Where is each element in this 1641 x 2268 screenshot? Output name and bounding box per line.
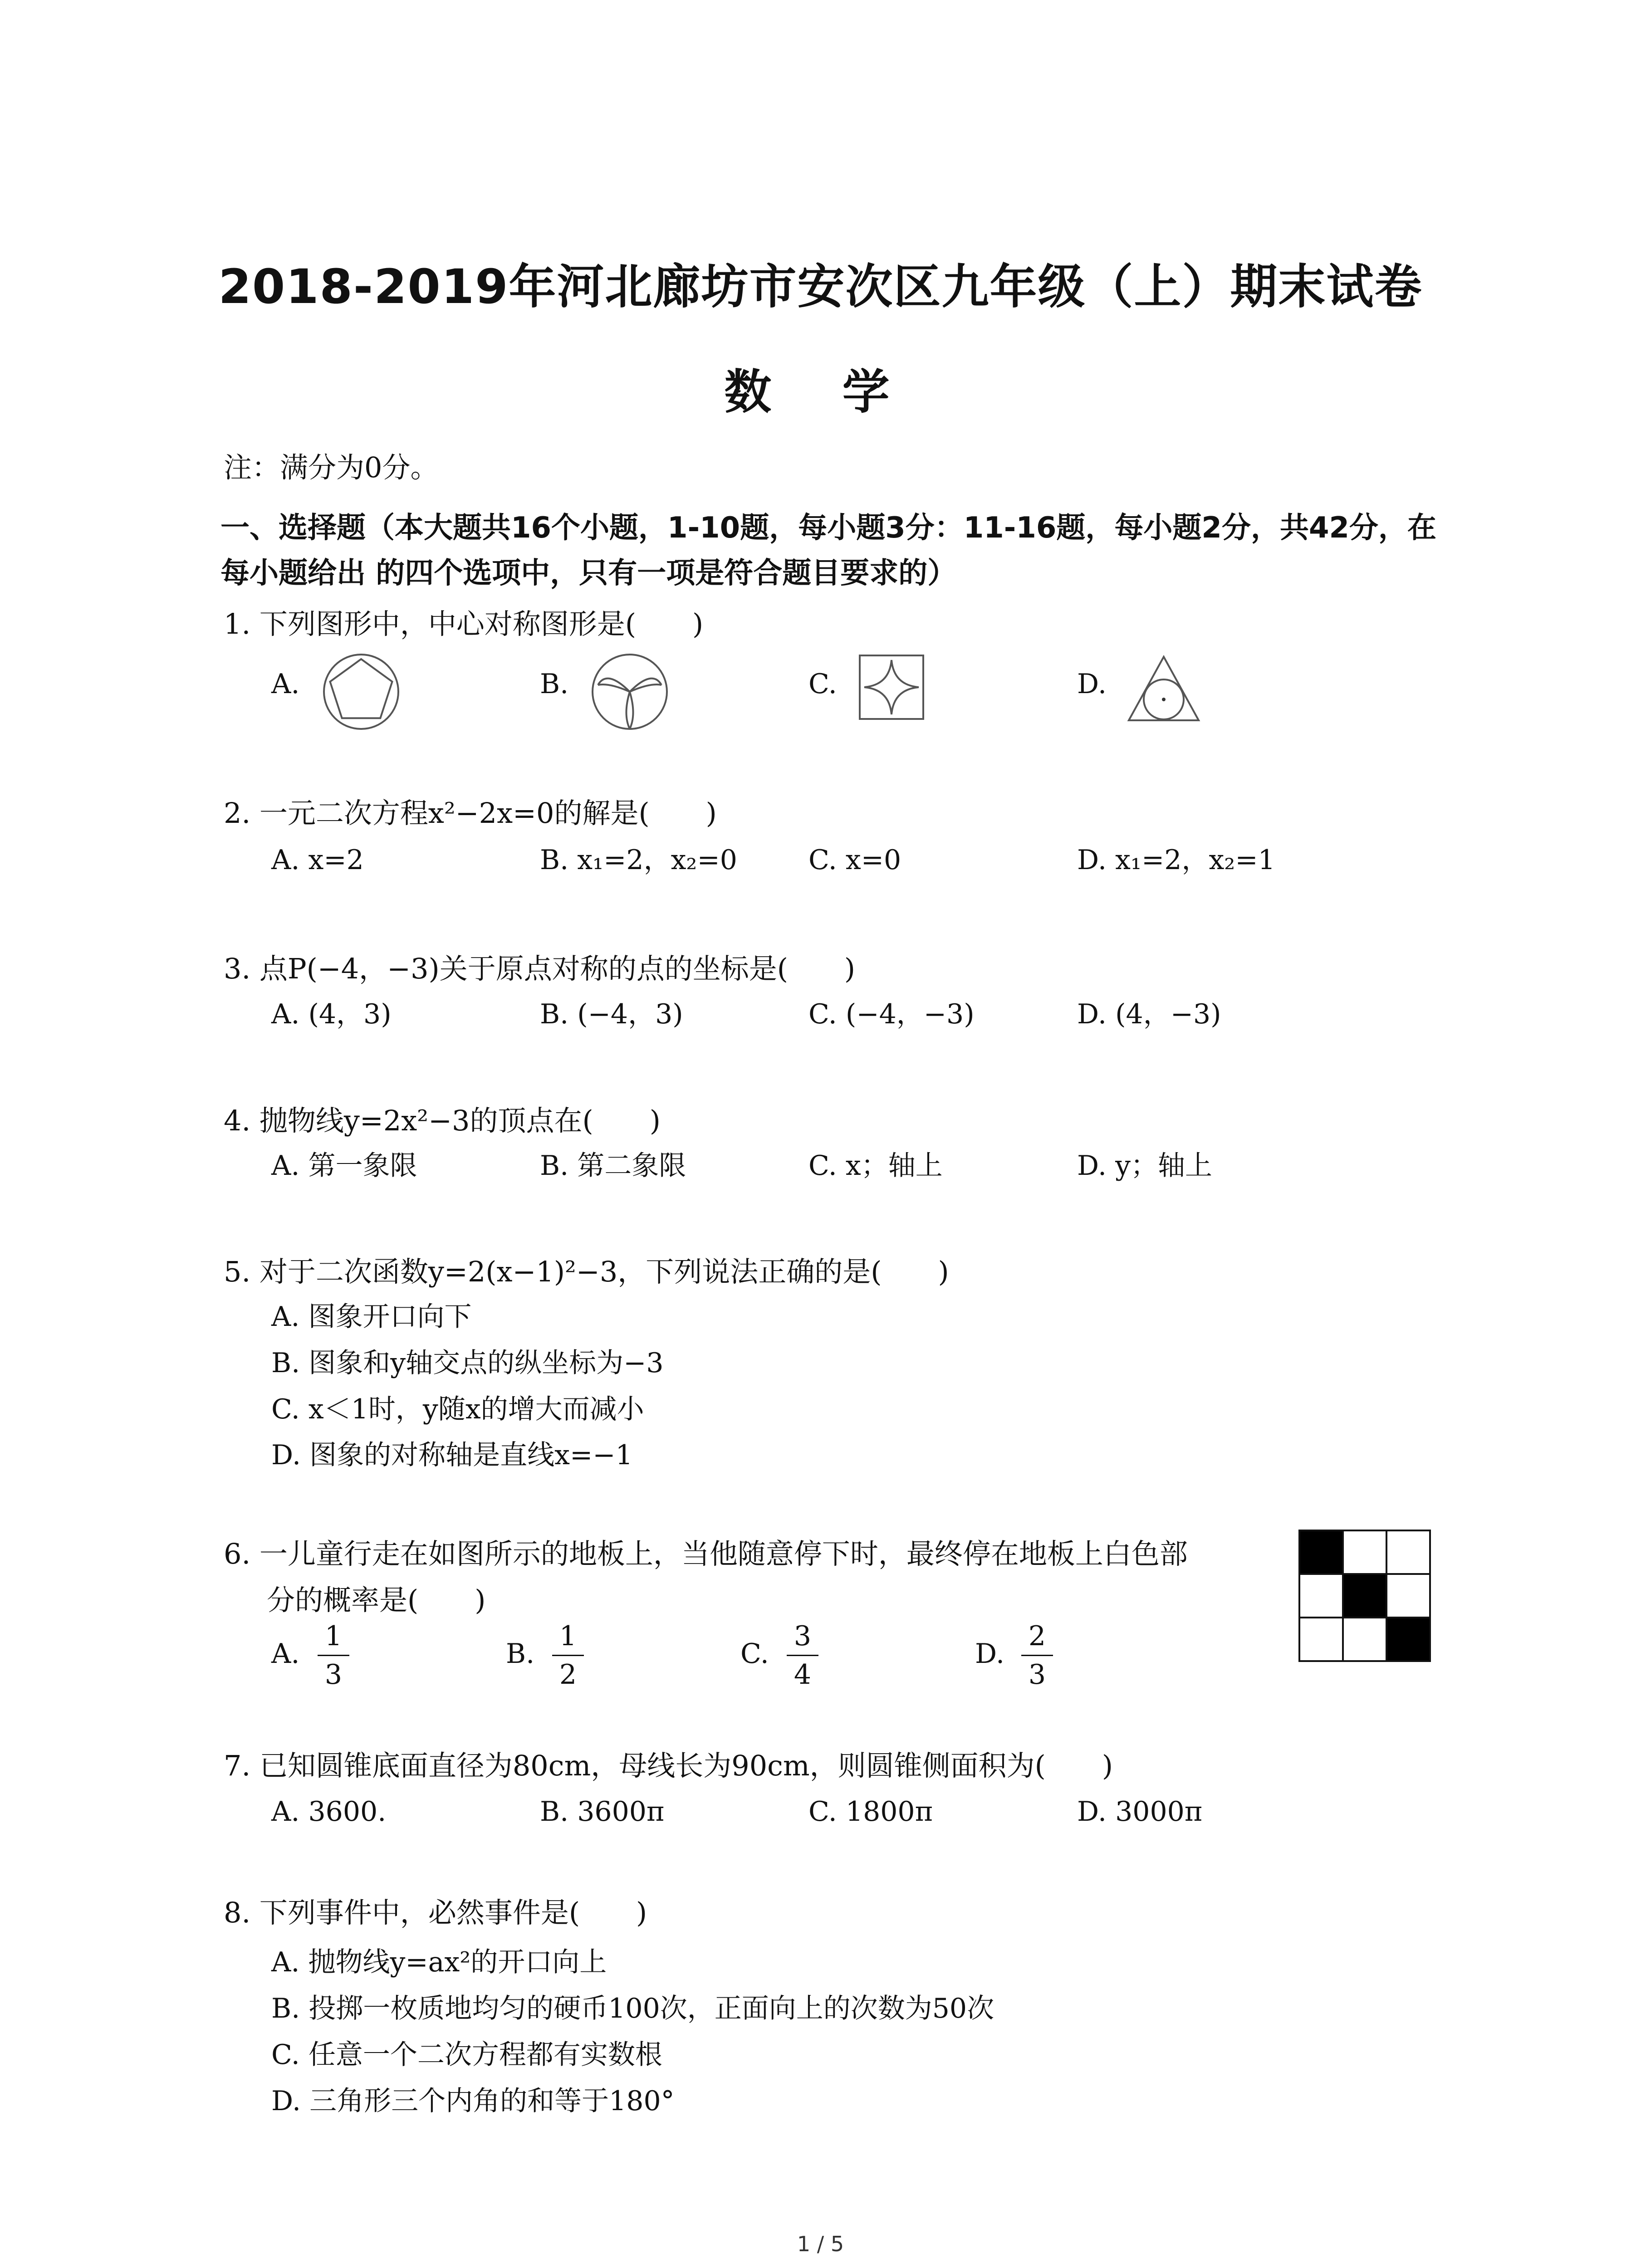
q7-option-a: A. 3600. — [271, 1796, 387, 1828]
q7-option-b: B. 3600π — [540, 1796, 665, 1828]
q4-option-b: B. 第二象限 — [540, 1150, 686, 1182]
question-5-stem: 5. 对于二次函数y=2(x−1)²−3，下列说法正确的是( ) — [224, 1255, 949, 1288]
q1-option-b: B. — [540, 668, 569, 700]
q1-option-a: A. — [271, 668, 300, 700]
q4-option-a: A. 第一象限 — [271, 1150, 417, 1182]
section-heading-line1: 一、选择题（本大题共16个小题，1-10题，每小题3分：11-16题，每小题2分，共42分，在 — [220, 511, 1437, 545]
exam-title: 2018-2019年河北廊坊市安次区九年级（上）期末试卷 — [218, 259, 1423, 314]
q7-option-d: D. 3000π — [1077, 1796, 1203, 1828]
q5-option-c: C. x＜1时，y随x的增大而减小 — [271, 1393, 644, 1425]
q6-option-d-fraction — [1021, 1620, 1053, 1691]
question-2-stem: 2. 一元二次方程x²−2x=0的解是( ) — [224, 797, 717, 830]
q6-option-b: B. — [506, 1638, 535, 1670]
score-note: 注：满分为0分。 — [224, 451, 439, 484]
section-heading-line2: 每小题给出 的四个选项中，只有一项是符合题目要求的） — [220, 557, 957, 590]
q6-b-numerator: 1 — [559, 1620, 577, 1652]
q5-option-d: D. 图象的对称轴是直线x=−1 — [271, 1439, 633, 1471]
circle-in-triangle-figure — [1125, 653, 1202, 723]
q6-b-denominator: 2 — [559, 1659, 577, 1691]
question-1-stem: 1. 下列图形中，中心对称图形是( ) — [224, 607, 704, 640]
question-7-stem: 7. 已知圆锥底面直径为80cm，母线长为90cm，则圆锥侧面积为( ) — [224, 1749, 1113, 1782]
q6-option-c: C. — [740, 1638, 769, 1670]
question-8-stem: 8. 下列事件中，必然事件是( ) — [224, 1896, 647, 1929]
q6-d-denominator: 3 — [1028, 1659, 1046, 1691]
q6-d-numerator: 2 — [1028, 1620, 1046, 1652]
q3-option-a: A. (4，3) — [271, 998, 392, 1030]
q1-option-d: D. — [1077, 668, 1107, 700]
question-6-stem: 6. 一儿童行走在如图所示的地板上，当他随意停下时，最终停在地板上白色部 — [224, 1537, 1188, 1570]
q2-option-b: B. x₁=2，x₂=0 — [540, 844, 737, 876]
pentagon-in-circle-figure — [320, 651, 402, 733]
q2-option-d: D. x₁=2，x₂=1 — [1077, 844, 1275, 876]
q4-option-c: C. x；轴上 — [808, 1150, 943, 1182]
question-6-stem-cont: 分的概率是( ) — [267, 1584, 486, 1617]
q8-option-b: B. 投掷一枚质地均匀的硬币100次，正面向上的次数为50次 — [271, 1993, 994, 2024]
subject-title: 数 学 — [724, 364, 917, 420]
q6-option-a: A. — [271, 1638, 300, 1670]
checkered-floor-figure — [1298, 1530, 1432, 1663]
q6-c-numerator: 3 — [794, 1620, 812, 1652]
q2-option-a: A. x=2 — [271, 844, 364, 876]
page-number: 1 / 5 — [797, 2232, 844, 2256]
q1-option-c: C. — [808, 668, 837, 700]
q8-option-a: A. 抛物线y=ax²的开口向上 — [271, 1946, 607, 1978]
question-3-stem: 3. 点P(−4，−3)关于原点对称的点的坐标是( ) — [224, 952, 856, 985]
q5-option-b: B. 图象和y轴交点的纵坐标为−3 — [271, 1347, 664, 1379]
q5-option-a: A. 图象开口向下 — [271, 1301, 472, 1333]
star-in-square-figure — [857, 653, 926, 721]
q8-option-d: D. 三角形三个内角的和等于180° — [271, 2085, 675, 2117]
q6-c-denominator: 4 — [794, 1659, 812, 1691]
q8-option-c: C. 任意一个二次方程都有实数根 — [271, 2039, 662, 2071]
q4-option-d: D. y；轴上 — [1077, 1150, 1213, 1182]
three-petal-circle-figure — [589, 651, 671, 733]
q3-option-c: C. (−4，−3) — [808, 998, 975, 1030]
q7-option-c: C. 1800π — [808, 1796, 933, 1828]
q2-option-c: C. x=0 — [808, 844, 901, 876]
q6-option-b-fraction — [552, 1620, 584, 1691]
q3-option-b: B. (−4，3) — [540, 998, 683, 1030]
question-4-stem: 4. 抛物线y=2x²−3的顶点在( ) — [224, 1104, 661, 1137]
q6-option-d: D. — [975, 1638, 1005, 1670]
q6-option-c-fraction — [787, 1620, 818, 1691]
q6-option-a-fraction — [318, 1620, 349, 1691]
q6-a-numerator: 1 — [324, 1620, 343, 1652]
q6-a-denominator: 3 — [324, 1659, 343, 1691]
q3-option-d: D. (4，−3) — [1077, 998, 1221, 1030]
